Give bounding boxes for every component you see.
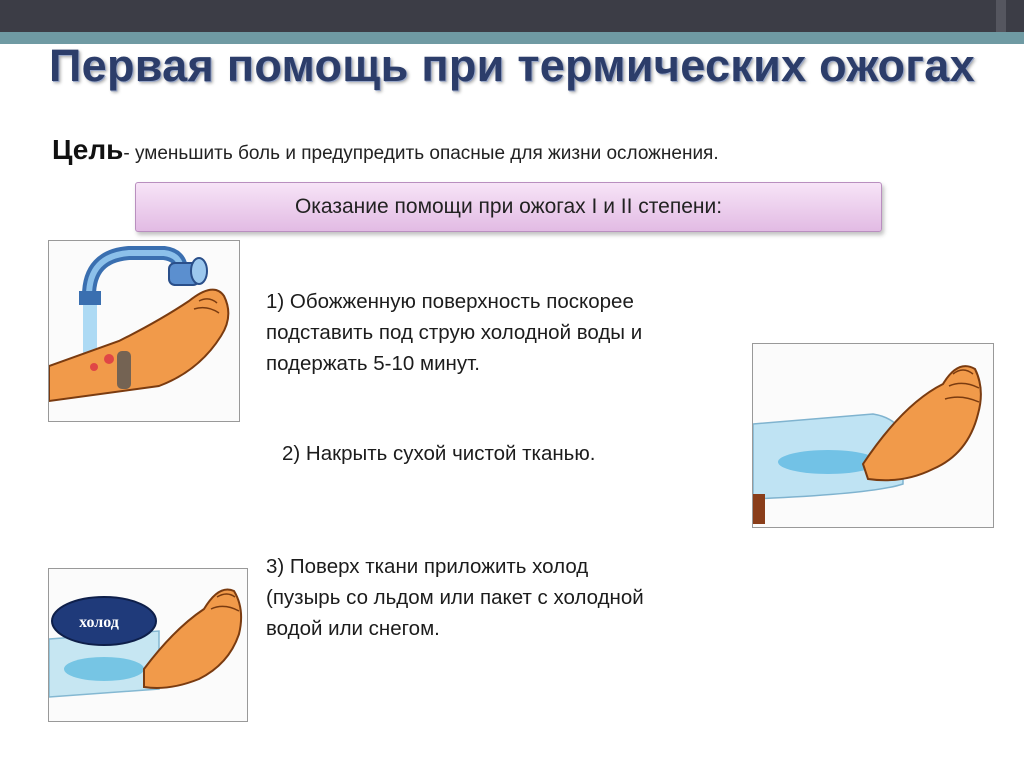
step-3-line-3: водой или снегом. [266,617,440,640]
foot-covered-cloth-image [752,343,994,528]
step-1-line-2: подставить под струю холодной воды и [266,321,643,344]
top-bar-notch [996,0,1006,32]
cold-pack-label: холод [79,614,119,631]
step-3-line-1: 3) Поверх ткани приложить холод [266,555,589,578]
step-2 [282,438,595,469]
step-2-line-1: 2) Накрыть сухой чистой тканью. [282,442,596,465]
step-3-line-2: (пузырь со льдом или пакет с холодной [266,586,644,609]
page-title: Первая помощь при термических ожогах [49,40,975,91]
foot-cold-pack-image [48,568,248,722]
top-bar [0,0,1024,32]
goal-text: - уменьшить боль и предупредить опасные для жизни осложнения. [123,143,719,164]
step-1 [266,286,642,379]
step-3 [266,551,644,644]
step-1-line-3: подержать 5-10 минут. [266,352,480,375]
section-banner: Оказание помощи при ожогах I и II степени: [135,182,882,232]
goal-label: Цель [52,134,124,165]
foot-under-tap-image [48,240,240,422]
step-1-line-1: 1) Обожженную поверхность поскорее [266,290,634,313]
goal-line [52,134,719,166]
